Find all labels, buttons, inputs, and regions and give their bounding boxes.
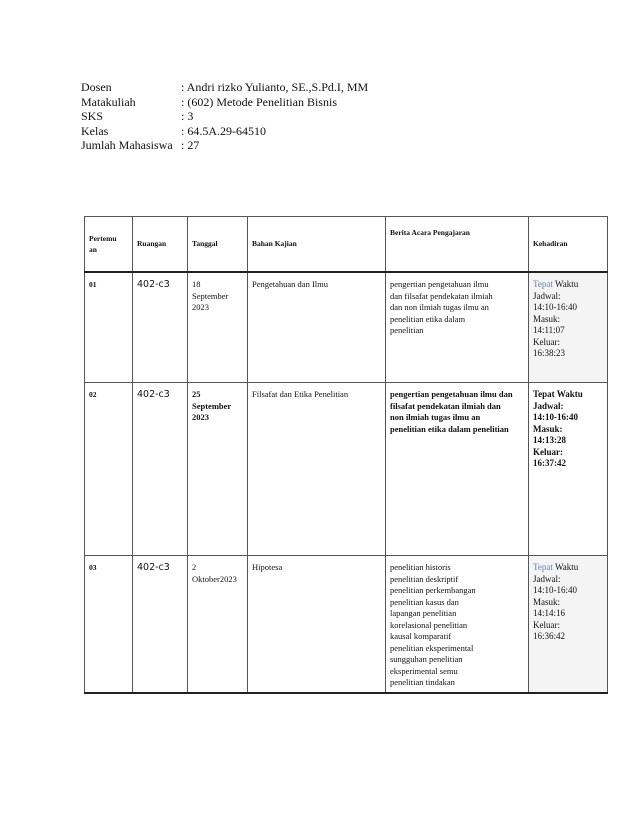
header-bahan-kajian: Bahan Kajian xyxy=(248,217,386,273)
row-number: 03 xyxy=(85,556,133,694)
info-row-dosen xyxy=(81,80,368,95)
row-kehadiran xyxy=(529,556,608,694)
row-berita-acara xyxy=(386,556,529,694)
text-line: pengertian pengetahuan ilmu xyxy=(390,279,489,289)
text-line: Keluar: xyxy=(533,619,560,630)
text-line: Tepat Waktu xyxy=(533,279,579,289)
header-berita-acara: Berita Acara Pengajaran xyxy=(386,217,529,273)
row-number: 02 xyxy=(85,383,133,556)
text-line: penelitian etika dalam penelitian xyxy=(390,423,509,434)
text-line: penelitian tindakan xyxy=(390,677,455,687)
info-value: : 64.5A.29-64510 xyxy=(181,123,266,138)
text-line: Tepat Waktu xyxy=(533,389,583,399)
row-berita-acara xyxy=(386,272,529,383)
text-line: 16:36:42 xyxy=(533,631,566,641)
table-row xyxy=(85,383,608,556)
text-line: penelitian kasus dan xyxy=(390,596,459,607)
row-tanggal xyxy=(188,272,248,383)
text-line: kausal komparatif xyxy=(390,631,452,641)
text-line: Masuk: xyxy=(533,313,560,324)
row-tanggal xyxy=(188,556,248,694)
info-label: Dosen xyxy=(81,80,112,94)
info-row-jumlah xyxy=(81,138,368,153)
row-bahan-kajian: Pengetahuan dan Ilmu xyxy=(248,272,386,383)
course-info xyxy=(81,80,368,153)
table-header-row xyxy=(85,217,608,273)
table-row xyxy=(85,272,608,383)
header-ruangan: Ruangan xyxy=(133,217,188,273)
text-line: Keluar: xyxy=(533,446,563,457)
text-line: Oktober2023 xyxy=(192,573,237,584)
text-line: 14:10-16:40 xyxy=(533,412,578,422)
text-line: 25 xyxy=(192,389,201,399)
row-bahan-kajian: Hipotesa xyxy=(248,556,386,694)
text-line: dan non ilmiah tugas ilmu an xyxy=(390,302,489,312)
row-number: 01 xyxy=(85,272,133,383)
info-row-matakuliah xyxy=(81,95,368,110)
text-line: 14:10-16:40 xyxy=(533,585,577,595)
text-line: penelitian eksperimental xyxy=(390,642,474,653)
text-line: Keluar: xyxy=(533,336,560,347)
info-label: Kelas xyxy=(81,123,109,138)
row-ruangan: 402-c3 xyxy=(133,556,188,694)
info-label: Jumlah Mahasiswa xyxy=(81,138,173,152)
text-line: September xyxy=(192,290,229,301)
text-line: 18 xyxy=(192,279,201,289)
text-line: 14:14:16 xyxy=(533,608,566,618)
row-berita-acara xyxy=(386,383,529,556)
text-line: penelitian perkembangan xyxy=(390,585,476,595)
text-line: Masuk: xyxy=(533,596,560,607)
info-value: : 3 xyxy=(181,109,194,123)
info-label: SKS xyxy=(81,109,104,123)
text-line: Tepat Waktu xyxy=(533,562,579,572)
info-value: : (602) Metode Penelitian Bisnis xyxy=(181,94,337,109)
text-line: September xyxy=(192,400,232,411)
text-line: 14:13:28 xyxy=(533,435,566,445)
text-line: penelitian xyxy=(390,325,424,335)
header-kehadiran: Kehadiran xyxy=(529,217,608,273)
text-line: penelitian historis xyxy=(390,562,451,572)
text-line: dan filsafat pendekatan ilmiah xyxy=(390,290,493,301)
row-ruangan: 402-c3 xyxy=(133,383,188,556)
text-line: 16:37:42 xyxy=(533,458,566,468)
text-line: sungguhan penelitian xyxy=(390,654,463,664)
text-line: non ilmiah tugas ilmu an xyxy=(390,412,481,422)
text-line: 2023 xyxy=(192,302,209,312)
text-line: Jadwal: xyxy=(533,290,561,301)
row-kehadiran xyxy=(529,272,608,383)
text-line: korelasional penelitian xyxy=(390,619,468,630)
table-row xyxy=(85,556,608,694)
text-line: 2 xyxy=(192,562,197,572)
row-ruangan: 402-c3 xyxy=(133,272,188,383)
row-tanggal xyxy=(188,383,248,556)
text-line: lapangan penelitian xyxy=(390,608,457,618)
text-line: pengertian pengetahuan ilmu dan xyxy=(390,389,513,399)
text-line: 16:38:23 xyxy=(533,348,566,358)
header-tanggal: Tanggal xyxy=(188,217,248,273)
info-row-kelas xyxy=(81,124,368,139)
text-line: Jadwal: xyxy=(533,573,561,584)
row-kehadiran xyxy=(529,383,608,556)
info-value: : 27 xyxy=(181,138,200,152)
row-bahan-kajian: Filsafat dan Etika Penelitian xyxy=(248,383,386,556)
text-line: 14:11:07 xyxy=(533,325,565,335)
info-label: Matakuliah xyxy=(81,94,136,109)
attendance-table xyxy=(84,216,608,694)
info-row-sks xyxy=(81,109,368,124)
header-pertemuan xyxy=(85,217,133,273)
text-line: eksperimental semu xyxy=(390,665,458,676)
text-line: penelitian deskriptif xyxy=(390,573,459,584)
text-line: Masuk: xyxy=(533,423,563,434)
info-value: : Andri rizko Yulianto, SE.,S.Pd.I, MM xyxy=(181,80,369,94)
text-line: Pertemu xyxy=(89,233,117,243)
text-line: 2023 xyxy=(192,412,209,422)
text-line: filsafat pendekatan ilmiah dan xyxy=(390,400,501,411)
text-line: penelitian etika dalam xyxy=(390,313,466,324)
text-line: Jadwal: xyxy=(533,400,564,411)
text-line: an xyxy=(89,245,97,254)
text-line: 14:10-16:40 xyxy=(533,302,577,312)
